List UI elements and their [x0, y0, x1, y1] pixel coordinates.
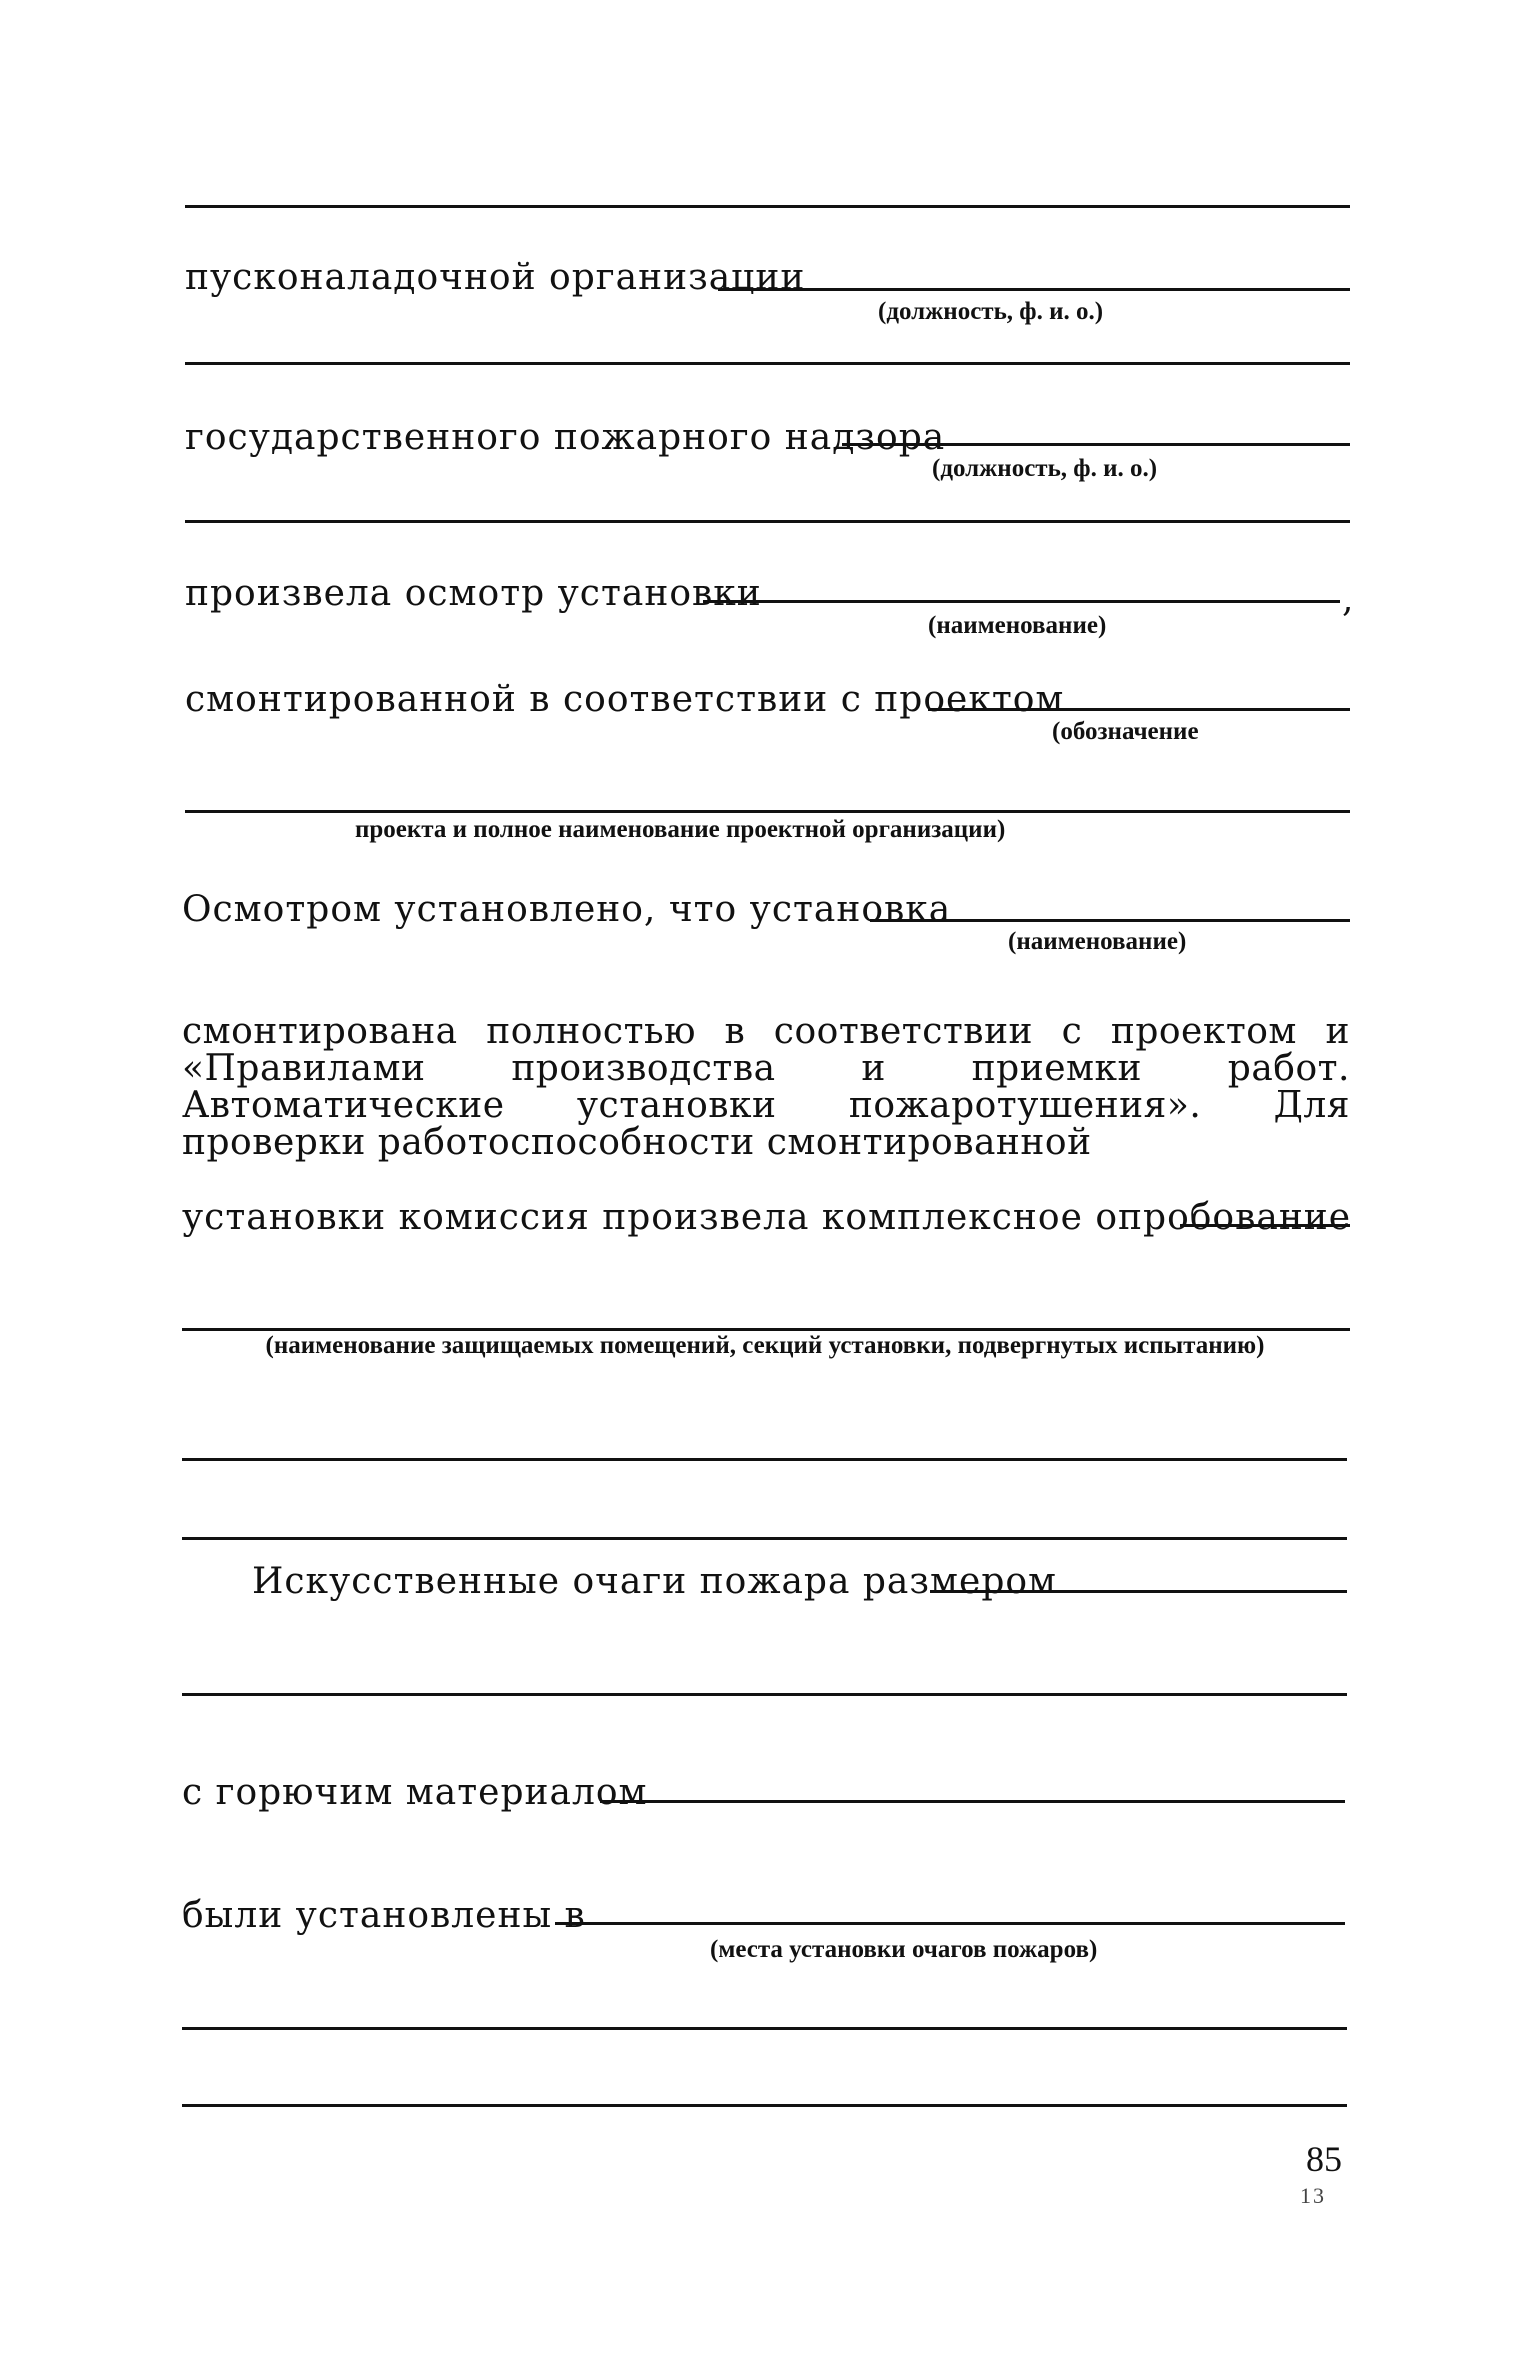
fill-line-installation-name[interactable] [703, 600, 1340, 603]
page-number: 85 [1306, 2139, 1342, 2179]
field-label-inspection-result: Осмотром установлено, что установка [182, 889, 952, 930]
body-paragraph: смонтирована полностью в соответствии с проектом и «Правилами производства и приемки работ. Автоматические установки пожаротушения». Для проверки работоспособности смонтированной [182, 1011, 1350, 1163]
caption-name: (наименование) [1008, 928, 1187, 955]
field-label-commissioning-org: пусконаладочной организации [185, 257, 806, 298]
caption-position-name: (должность, ф. и. о.) [932, 455, 1158, 482]
blank-line[interactable] [182, 2027, 1347, 2030]
fill-line-project-designation[interactable] [928, 708, 1350, 711]
field-label-complex-test: установки комиссия произвела комплексное опробование [182, 1197, 1352, 1238]
blank-line[interactable] [182, 2104, 1347, 2107]
field-label-combustible: с горючим материалом [182, 1772, 648, 1813]
fill-line-project-org[interactable] [185, 810, 1350, 813]
caption-name: (наименование) [928, 612, 1107, 639]
field-label-placed-in: были установлены в [182, 1895, 586, 1936]
field-label-project: смонтированной в соответствии с проектом [185, 679, 1065, 720]
caption-project-org: проекта и полное наименование проектной организации) [355, 816, 1006, 843]
field-label-inspection: произвела осмотр установки [185, 573, 762, 614]
caption-tested-sections: (наименование защищаемых помещений, секций установки, подвергнутых испытанию) [265, 1332, 1265, 1359]
fill-line-tested-sections[interactable] [182, 1328, 1350, 1331]
blank-line[interactable] [185, 362, 1350, 365]
blank-line[interactable] [182, 1458, 1347, 1461]
comma: , [1342, 579, 1355, 620]
field-label-fire-source-size: Искусственные очаги пожара размером [252, 1561, 1058, 1602]
blank-line[interactable] [182, 1693, 1347, 1696]
field-label-fire-supervision: государственного пожарного надзора [185, 417, 946, 458]
handwritten-mark: 13 [1300, 2183, 1326, 2208]
blank-line[interactable] [185, 520, 1350, 523]
caption-position-name: (должность, ф. и. о.) [878, 298, 1104, 325]
blank-line[interactable] [182, 1537, 1347, 1540]
blank-line [185, 205, 1350, 208]
fill-line-complex-test[interactable] [1180, 1224, 1350, 1227]
fill-line-installation-name-2[interactable] [870, 919, 1350, 922]
caption-placement: (места установки очагов пожаров) [710, 1936, 1098, 1963]
fill-line-fire-source-size[interactable] [930, 1590, 1347, 1593]
fill-line-fire-supervision[interactable] [842, 443, 1350, 446]
fill-line-commissioning-org[interactable] [718, 288, 1350, 291]
caption-designation: (обозначение [1052, 718, 1199, 745]
fill-line-placement[interactable] [555, 1922, 1345, 1925]
fill-line-combustible[interactable] [600, 1800, 1345, 1803]
